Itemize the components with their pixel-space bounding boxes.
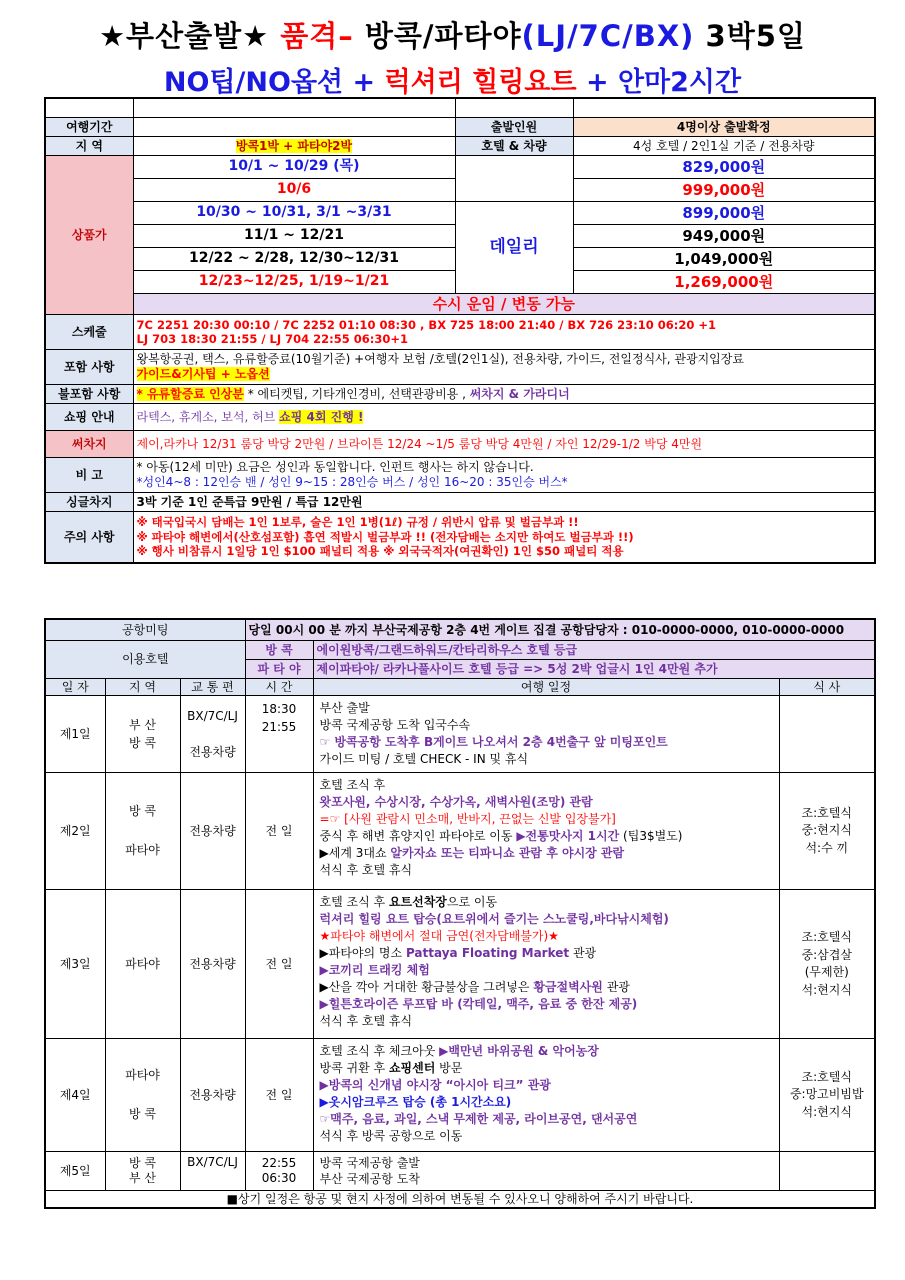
day2-schedule-1: 호텔 조식 후 <box>319 778 386 793</box>
day4-time: 전 일 <box>245 1039 313 1152</box>
price-value-6: 1,269,000원 <box>573 271 875 294</box>
exclude-row <box>45 385 875 404</box>
day5-meal <box>779 1152 875 1191</box>
day1-region-1: 부 산 <box>129 718 156 733</box>
day-row-4 <box>45 1039 875 1152</box>
day2-region-2: 파타야 <box>125 842 160 857</box>
spacer-row <box>45 98 875 118</box>
day5-transport: BX/7C/LJ <box>180 1152 245 1191</box>
day2-schedule-4a: 중식 후 해변 휴양지인 파타야로 이동 <box>319 829 513 844</box>
day2-schedule-6: 석식 후 호텔 휴식 <box>319 863 413 878</box>
title-grade: 품격– <box>280 19 354 53</box>
day-label-1: 제1일 <box>45 696 105 773</box>
exclude-surcharge: 써차지 & 가라디너 <box>469 386 570 401</box>
exclude-fuel: * 유류할증료 인상분 <box>136 386 244 401</box>
hotel-label: 이용호텔 <box>45 641 245 679</box>
day-label-5: 제5일 <box>45 1152 105 1191</box>
day-row-1 <box>45 696 875 773</box>
hotel-bkk-label: 방 콕 <box>245 641 313 660</box>
price-date-1: 10/1 ~ 10/29 (목) <box>133 156 455 179</box>
depart-value: 4명이상 출발확정 <box>573 118 875 137</box>
product-info-table <box>44 97 876 564</box>
surcharge-label: 써차지 <box>45 431 133 458</box>
include-line-1: 왕복항공권, 택스, 유류할증료(10월기준) +여행자 보험 /호텔(2인1실), 전용차량, 가이드, 전일정식사, 관광지입장료 <box>136 352 744 366</box>
period-row <box>45 118 875 137</box>
day3-schedule-3: ★파타야 해변에서 절대 금연(전자담배불가)★ <box>319 929 559 944</box>
price-row-2 <box>45 179 875 202</box>
day4-meal-2: 중:망고비빔밥 <box>789 1087 864 1102</box>
day1-transport-1: BX/7C/LJ <box>187 709 238 724</box>
single-row <box>45 493 875 512</box>
day3-meal-1: 조:호텔식 <box>801 930 852 945</box>
day4-region-2: 방 콕 <box>129 1106 156 1121</box>
day2-meal-1: 조:호텔식 <box>801 806 852 821</box>
price-date-2: 10/6 <box>133 179 455 202</box>
day3-schedule-4a: ▶파타야의 명소 <box>319 946 403 961</box>
period-value <box>133 118 455 137</box>
period-label: 여행기간 <box>45 118 133 137</box>
price-row-1 <box>45 156 875 179</box>
day1-transport-2: 전용차량 <box>189 745 236 760</box>
day2-schedule-3: =☞ [사원 관람시 민소매, 반바지, 끈없는 신발 입장불가] <box>319 812 616 827</box>
day2-schedule-2: 왓포사원, 수상시장, 수상가옥, 새벽사원(조망) 관람 <box>319 795 593 810</box>
schedule-label: 스케줄 <box>45 315 133 350</box>
region-label: 지 역 <box>45 137 133 156</box>
itinerary-header-row <box>45 679 875 696</box>
footer-row <box>45 1191 875 1209</box>
day3-schedule-4b: Pattaya Floating Market <box>405 946 570 961</box>
price-note: 수시 운임 / 변동 가능 <box>133 294 875 315</box>
schedule-row <box>45 315 875 350</box>
header-time: 시 간 <box>245 679 313 696</box>
price-value-1: 829,000원 <box>573 156 875 179</box>
exclude-label: 불포함 사항 <box>45 385 133 404</box>
itinerary-table <box>44 618 876 1209</box>
page-title-line2 <box>0 60 905 99</box>
include-row <box>45 350 875 385</box>
exclude-etc: * 에티켓팁, 기타개인경비, 선택관광비용 , <box>247 386 466 401</box>
header-meal: 식 사 <box>779 679 875 696</box>
surcharge-row <box>45 431 875 458</box>
hotel-car-label: 호텔 & 차량 <box>455 137 573 156</box>
day-label-2: 제2일 <box>45 773 105 890</box>
day5-time-2: 06:30 <box>261 1171 297 1186</box>
page-title-line1 <box>0 14 905 55</box>
price-date-5: 12/22 ~ 2/28, 12/30~12/31 <box>133 248 455 271</box>
title-destination: 방콕/파타야 <box>364 19 522 53</box>
day5-time-1: 22:55 <box>261 1156 297 1171</box>
meeting-value: 당일 00시 00 분 까지 부산국제공항 2층 4번 게이트 집결 공항담당자 : 010-0000-0000, 010-0000-0000 <box>245 619 875 641</box>
title-massage: + 안마2시간 <box>585 67 742 98</box>
day3-schedule-1c: 으로 이동 <box>446 895 498 910</box>
day-row-5 <box>45 1152 875 1191</box>
day3-schedule-7: ▶힐튼호라이즌 루프탑 바 (칵테일, 맥주, 음료 중 한잔 제공) <box>319 997 638 1012</box>
day2-meal-3: 석:수 끼 <box>805 840 849 855</box>
title-yacht: 럭셔리 힐링요트 <box>384 67 577 98</box>
day3-schedule-1b: 요트선착장 <box>388 895 447 910</box>
hotel-pty-value: 제이파타야/ 라카나풀사이드 호텔 등급 => 5성 2박 업글시 1인 4만원 추가 <box>313 660 875 679</box>
day3-schedule-6b: 황금절벽사원 <box>533 980 603 995</box>
day-row-2 <box>45 773 875 890</box>
day3-schedule-6a: ▶산을 깍아 거대한 황금불상을 그려넣은 <box>319 980 530 995</box>
day2-time: 전 일 <box>245 773 313 890</box>
shopping-row <box>45 404 875 431</box>
caution-label: 주의 사항 <box>45 512 133 564</box>
single-label: 싱글차지 <box>45 493 133 512</box>
price-value-3: 899,000원 <box>573 202 875 225</box>
caution-line-1: ※ 태국입국시 담배는 1인 1보루, 술은 1인 1병(1ℓ) 규정 / 위반시 압류 및 벌금부과 !! <box>136 515 579 530</box>
shopping-label: 쇼핑 안내 <box>45 404 133 431</box>
day5-schedule-1: 방콕 국제공항 출발 <box>319 1155 420 1170</box>
day4-schedule-2c: 방문 <box>439 1061 463 1076</box>
title-duration: 3박5일 <box>705 19 806 53</box>
day3-region: 파타야 <box>105 890 180 1039</box>
remark-row <box>45 458 875 493</box>
day3-schedule-6c: 관광 <box>606 980 630 995</box>
title-origin: ★부산출발★ <box>99 19 270 53</box>
remark-line-1: * 아동(12세 미만) 요금은 성인과 동일합니다. 인펀트 행사는 하지 않습니다. <box>136 460 534 474</box>
day1-meal <box>779 696 875 773</box>
single-value: 3박 기준 1인 준특급 9만원 / 특급 12만원 <box>133 493 875 512</box>
hotel-bkk-row <box>45 641 875 660</box>
hotel-car-value: 4성 호텔 / 2인1실 기준 / 전용차량 <box>573 137 875 156</box>
price-date-3: 10/30 ~ 10/31, 3/1 ~3/31 <box>133 202 455 225</box>
day3-time: 전 일 <box>245 890 313 1039</box>
day4-schedule-2a: 방콕 귀환 후 <box>319 1061 386 1076</box>
title-airlines: (LJ/7C/BX) <box>521 19 695 53</box>
header-schedule: 여행 일정 <box>313 679 779 696</box>
day2-schedule-5a: ▶세계 3대쇼 <box>319 846 387 861</box>
day-label-4: 제4일 <box>45 1039 105 1152</box>
hotel-bkk-value: 에이원방콕/그랜드하워드/칸타리하우스 호텔 등급 <box>313 641 875 660</box>
caution-line-2: ※ 파타야 해변에서(산호섬포함) 흡연 적발시 벌금부과 !! (전자담배는 소지만 하여도 벌금부과 !!) <box>136 529 634 544</box>
day4-region-1: 파타야 <box>125 1068 160 1083</box>
day4-schedule-4: ▶옷시암크루즈 탑승 (총 1시간소요) <box>319 1095 512 1110</box>
day4-schedule-3: ▶방콕의 신개념 야시장 “아시아 티크” 관광 <box>319 1078 551 1093</box>
day3-transport: 전용차량 <box>180 890 245 1039</box>
shopping-items: 라텍스, 휴게소, 보석, 허브 <box>136 409 276 424</box>
depart-label: 출발인원 <box>455 118 573 137</box>
day2-schedule-5b: 알카자쇼 또는 티파니쇼 관람 후 야시장 관람 <box>390 846 625 861</box>
surcharge-value: 제이,라카나 12/31 룸당 박당 2만원 / 브라이튼 12/24 ~1/5 룸당 박당 4만원 / 자인 12/29-1/2 박당 4만원 <box>133 431 875 458</box>
day4-schedule-1b: ▶백만년 바위공원 & 악어농장 <box>439 1044 599 1059</box>
day3-meal-2: 중:삼겹살 <box>801 947 852 962</box>
day5-schedule-2: 부산 국제공항 도착 <box>319 1172 420 1187</box>
day2-region-1: 방 콕 <box>129 804 156 819</box>
day4-schedule-1a: 호텔 조식 후 체크아웃 <box>319 1044 436 1059</box>
day4-meal-3: 석:현지식 <box>801 1104 852 1119</box>
day1-schedule-3: ☞ 방콕공항 도착후 B게이트 나오셔서 2층 4번출구 앞 미팅포인트 <box>319 735 668 750</box>
remark-line-2: *성인4~8 : 12인승 밴 / 성인 9~15 : 28인승 버스 / 성인 16~20 : 35인승 버스* <box>136 475 568 489</box>
meeting-row <box>45 619 875 641</box>
day4-transport: 전용차량 <box>180 1039 245 1152</box>
schedule-line-2: LJ 703 18:30 21:55 / LJ 704 22:55 06:30+1 <box>136 332 409 346</box>
day1-region-2: 방 콕 <box>129 736 156 751</box>
itinerary-footer-note: ■상기 일정은 항공 및 현지 사정에 의하여 변동될 수 있사오니 양해하여 주시기 바랍니다. <box>45 1191 875 1209</box>
day3-meal-4: 석:현지식 <box>801 982 852 997</box>
price-value-5: 1,049,000원 <box>573 248 875 271</box>
day3-schedule-5: ▶코끼리 트래킹 체험 <box>319 963 430 978</box>
daily-label: 데일리 <box>455 202 573 294</box>
header-day: 일 자 <box>45 679 105 696</box>
day3-schedule-4c: 관광 <box>572 946 597 961</box>
day3-schedule-1a: 호텔 조식 후 <box>319 895 386 910</box>
day1-schedule-4: 가이드 미팅 / 호텔 CHECK - IN 및 휴식 <box>319 752 529 767</box>
day4-schedule-2b: 쇼핑센터 <box>388 1061 436 1076</box>
day5-region-1: 방 콕 <box>129 1156 156 1171</box>
price-note-row <box>45 294 875 315</box>
day2-schedule-4c: (팁3$별도) <box>623 829 683 844</box>
day4-schedule-6: 석식 후 방콕 공항으로 이동 <box>319 1129 463 1144</box>
include-line-2: 가이드&기사팁 + 노옵션 <box>136 367 270 381</box>
region-row <box>45 137 875 156</box>
price-value-4: 949,000원 <box>573 225 875 248</box>
day2-schedule-4b: ▶전통맛사지 1시간 <box>516 829 620 844</box>
day2-transport: 전용차량 <box>180 773 245 890</box>
day1-schedule-2: 방콕 국제공항 도착 입국수속 <box>319 718 471 733</box>
header-transport: 교 통 편 <box>180 679 245 696</box>
region-value: 방콕1박 + 파타야2박 <box>235 138 353 153</box>
day5-region-2: 부 산 <box>129 1171 156 1186</box>
header-region: 지 역 <box>105 679 180 696</box>
title-no-tip: NO팁/NO옵션 + <box>163 67 376 98</box>
day2-meal-2: 중:현지식 <box>801 823 852 838</box>
day3-schedule-8: 석식 후 호텔 휴식 <box>319 1014 413 1029</box>
remark-label: 비 고 <box>45 458 133 493</box>
price-label: 상품가 <box>45 156 133 315</box>
caution-line-3: ※ 행사 비참류시 1일당 1인 $100 패널티 적용 ※ 외국국적자(여권확인) 1인 $50 패널티 적용 <box>136 544 624 559</box>
hotel-pty-label: 파 타 야 <box>245 660 313 679</box>
day1-schedule-1: 부산 출발 <box>319 701 370 715</box>
price-date-6: 12/23~12/25, 1/19~1/21 <box>133 271 455 294</box>
caution-row <box>45 512 875 564</box>
day3-meal-3: (무제한) <box>804 965 849 980</box>
shopping-count: 쇼핑 4회 진행 ! <box>279 409 364 424</box>
day4-meal-1: 조:호텔식 <box>801 1070 852 1085</box>
meeting-label: 공항미팅 <box>45 619 245 641</box>
day1-time-2: 21:55 <box>261 720 297 734</box>
price-date-4: 11/1 ~ 12/21 <box>133 225 455 248</box>
day1-time-1: 18:30 <box>261 702 297 716</box>
day-label-3: 제3일 <box>45 890 105 1039</box>
include-label: 포함 사항 <box>45 350 133 385</box>
schedule-line-1: 7C 2251 20:30 00:10 / 7C 2252 01:10 08:30 , BX 725 18:00 21:40 / BX 726 23:10 06:20 +1 <box>136 317 716 332</box>
day3-schedule-2: 럭셔리 힐링 요트 탑승(요트위에서 즐기는 스노쿨링,바다낚시체험) <box>319 912 669 927</box>
day-row-3 <box>45 890 875 1039</box>
price-value-2: 999,000원 <box>573 179 875 202</box>
day4-schedule-5: ☞맥주, 음료, 과일, 스낵 무제한 제공, 라이브공연, 댄서공연 <box>319 1112 638 1127</box>
price-row-3 <box>45 202 875 225</box>
